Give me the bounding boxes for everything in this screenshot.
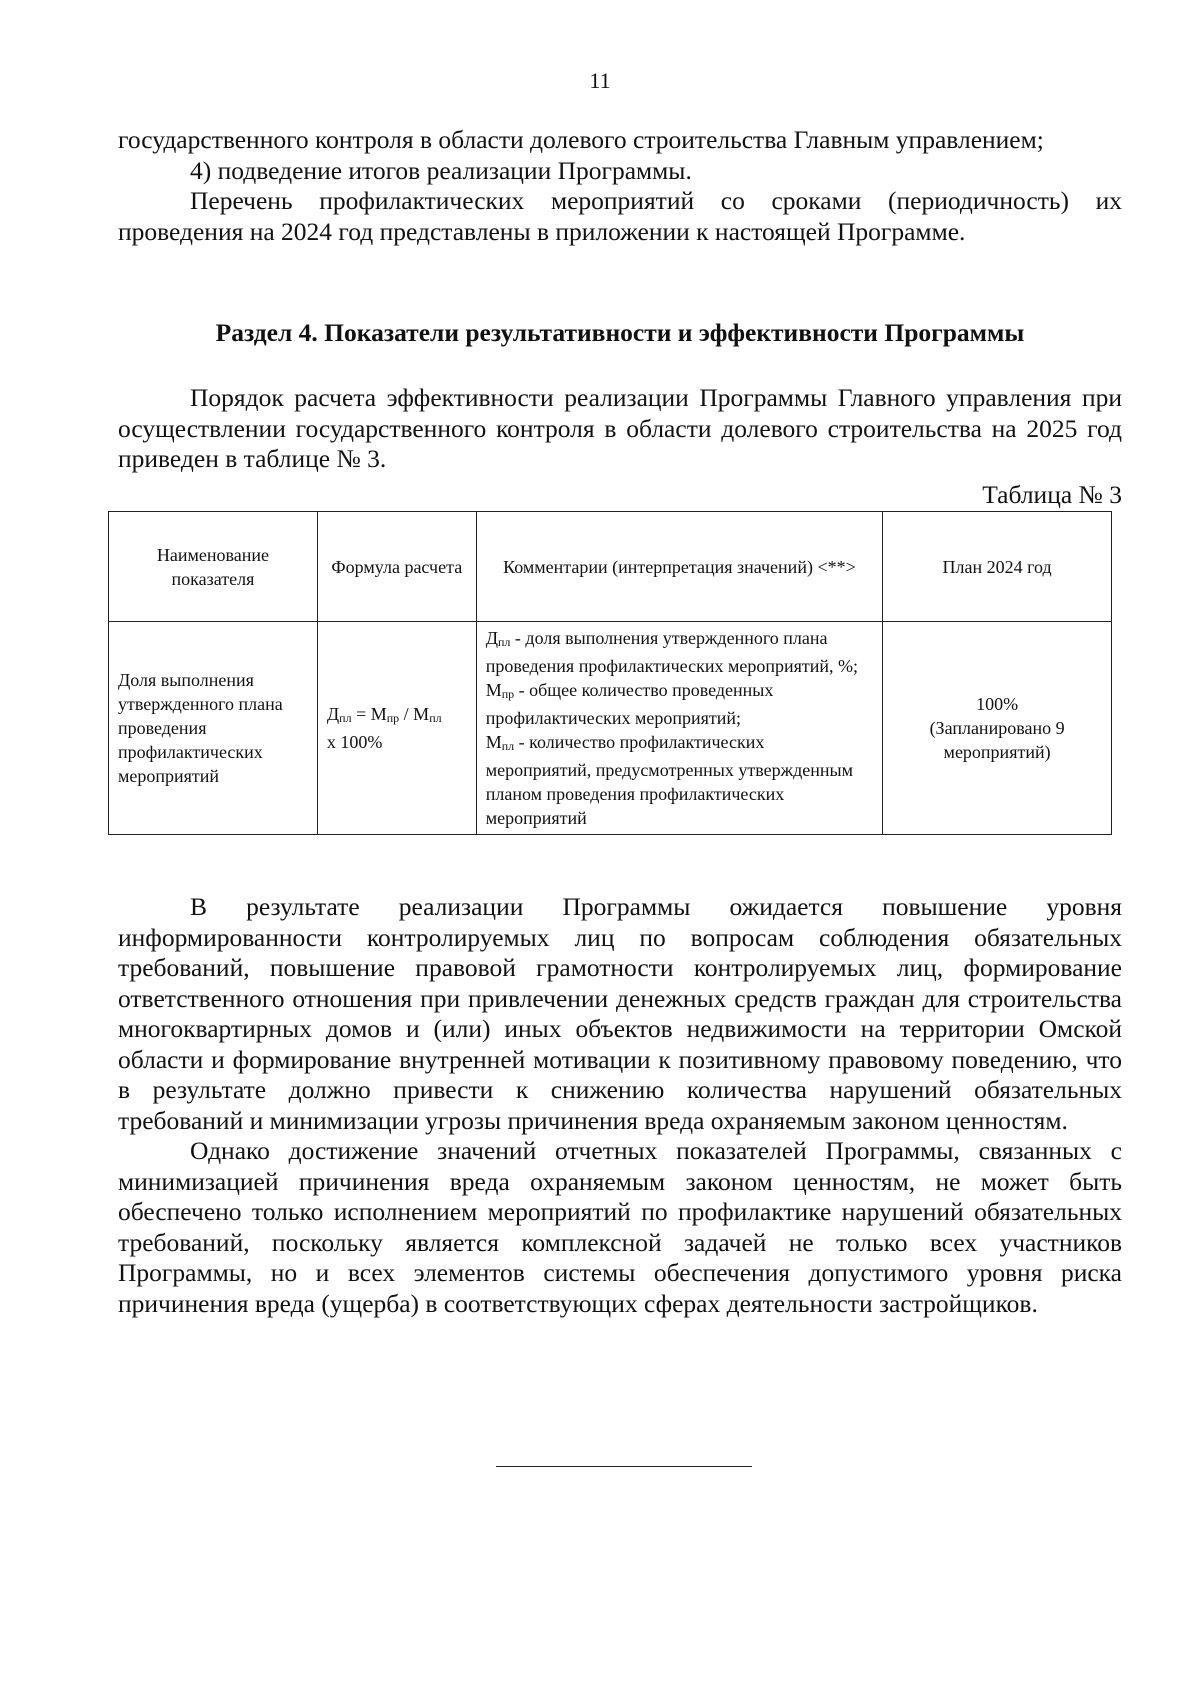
section-paragraph: Порядок расчета эффективности реализации Программы Главного управления при осуществлении государственного контроля в области долевого строительства на 2025 год приведен в таблице № 3. [118, 383, 1122, 473]
outcome-paragraph-1: В результате реализации Программы ожидается повышение уровня информированности контролируемых лиц по вопросам соблюдения обязательных требований, повышение правовой грамотности контролируемых лиц, формирование ответственного отношения при привлечении денежных средств граждан для строительства многоквартирных домов и (или) иных объектов недвижимости на территории Омской области и формирование внутренней мотивации к позитивному правовому поведению, что в результате должно привести к снижению количества нарушений обязательных требований и минимизации угрозы причинения вреда охраняемым законом ценностям. [118, 892, 1122, 1135]
formula-tail: х 100% [326, 732, 383, 752]
comment-cell [476, 622, 882, 835]
comment-mpr-symbol: М [485, 680, 502, 700]
comment-d-sub: пл [498, 635, 511, 649]
header-indicator-name: Наименование показателя [109, 512, 318, 622]
indicator-name-cell: Доля выполнения утвержденного плана проведения профилактических мероприятий [109, 622, 318, 835]
measures-list-note: Перечень профилактических мероприятий со сроками (периодичность) их проведения на 2024 год представлены в приложении к настоящей Программе. [118, 186, 1122, 246]
comment-line-mpl [486, 730, 873, 830]
plan-note: (Запланировано 9 мероприятий) [929, 718, 1065, 762]
plan-value: 100% [976, 694, 1019, 714]
comment-d-symbol: Д [485, 628, 498, 648]
plan-cell [883, 622, 1112, 835]
list-item-4: 4) подведение итогов реализации Программы. [190, 155, 692, 185]
formula-d-sub: пл [339, 711, 352, 725]
table-caption: Таблица № 3 [982, 480, 1122, 509]
formula-d: Д [326, 704, 340, 724]
formula-eq: = М [351, 704, 387, 724]
comment-mpl-symbol: М [485, 732, 502, 752]
comment-line-mpr [486, 678, 873, 730]
closing-separator-line [496, 1466, 752, 1467]
formula-cell [317, 622, 476, 835]
formula-m1-sub: пр [386, 711, 400, 725]
intro-block [118, 125, 1122, 247]
comment-d-text: - доля выполнения утвержденного плана проведения профилактических мероприятий, %; [485, 628, 859, 676]
formula-m2-sub: пл [429, 711, 442, 725]
formula-slash: / М [399, 704, 430, 724]
page-number: 11 [589, 68, 611, 93]
section-intro-block [118, 383, 1122, 475]
section-heading: Раздел 4. Показатели результативности и эффективности Программы [215, 318, 1025, 347]
header-comments: Комментарии (интерпретация значений) <**> [476, 512, 882, 622]
table-row [109, 622, 1112, 835]
outcome-block [118, 892, 1122, 1319]
indicators-table [108, 511, 1112, 835]
intro-continuation: государственного контроля в области долевого строительства Главным управлением; [118, 125, 1044, 154]
comment-line-d [486, 626, 873, 678]
header-plan: План 2024 год [883, 512, 1112, 622]
comment-mpl-sub: пл [501, 739, 515, 753]
comment-mpr-text: - общее количество проведенных профилактических мероприятий; [485, 680, 774, 728]
table-header-row [109, 512, 1112, 622]
comment-mpr-sub: пр [501, 687, 515, 701]
comment-mpl-text: - количество профилактических мероприятий, предусмотренных утвержденным планом проведения профилактических мероприятий [485, 732, 853, 828]
header-formula: Формула расчета [317, 512, 476, 622]
outcome-paragraph-2: Однако достижение значений отчетных показателей Программы, связанных с минимизацией причинения вреда охраняемым законом ценностям, не может быть обеспечено только исполнением мероприятий по профилактике нарушений обязательных требований, поскольку является комплексной задачей не только всех участников Программы, но и всех элементов системы обеспечения допустимого уровня риска причинения вреда (ущерба) в соответствующих сферах деятельности застройщиков. [118, 1136, 1122, 1318]
